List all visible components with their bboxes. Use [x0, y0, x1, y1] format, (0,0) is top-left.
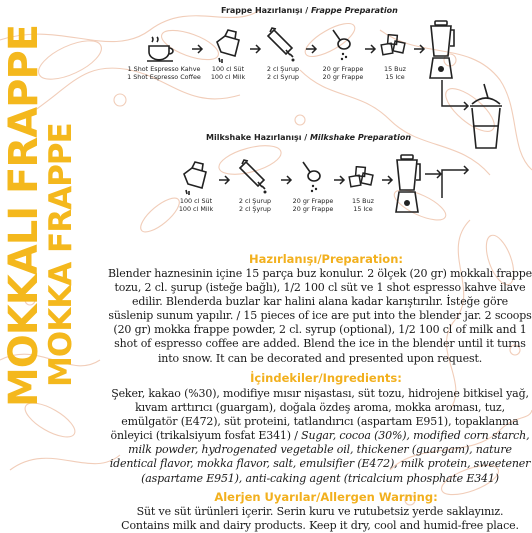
allergen-heading: Alerjen Uyarılar/Allergen Warning:	[214, 490, 438, 504]
milk-carton-icon	[213, 28, 243, 64]
blender-icon	[426, 20, 456, 82]
frappe-section-title: Frappe Hazırlanışı / Frappe Preparation	[221, 6, 398, 15]
scoop-icon	[300, 160, 326, 196]
frappe-step-1-caption: 1 Shot Espresso Kahve 1 Shot Espresso Coffee	[127, 65, 201, 81]
ingredients-text-en: Sugar, cocoa (30%), modified corn starch, milk powder, hydrogenated vegetable oil, thickener (guargam), nature identical flavor, mokka flavor, salt, emulsifier (E472), milk protein, sweetener (aspartame E951), anti-caking agent (tricalcium phosphate E341)	[109, 429, 531, 485]
milkshake-step-1-caption: 100 cl Süt 100 cl Milk	[178, 197, 214, 213]
ice-cubes-icon	[380, 34, 410, 62]
frappe-step-2-caption: 100 cl Süt 100 cl Milk	[210, 65, 246, 81]
syrup-bottle-icon	[236, 158, 270, 194]
ingredients-text	[108, 387, 532, 486]
side-product-title	[1, 24, 88, 407]
arrow-right-icon	[333, 175, 347, 185]
allergen-text-tr: Süt ve süt ürünleri içerir. Serin kuru ve rutubetsiz yerde saklayınız.	[136, 505, 504, 518]
blender-icon	[392, 154, 422, 216]
milkshake-section-title: Milkshake Hazırlanışı / Milkshake Preparation	[206, 133, 412, 142]
arrow-right-icon	[413, 44, 427, 54]
arrow-right-icon	[364, 44, 378, 54]
ice-cubes-icon	[348, 166, 378, 194]
frappe-step-3-caption: 2 cl Şurup 2 cl Syrup	[266, 65, 300, 81]
coffee-cup-icon	[146, 36, 180, 64]
frappe-step-4-caption: 20 gr Frappe 20 gr Frappe	[322, 65, 364, 81]
arrow-right-icon	[249, 44, 263, 54]
arrow-right-icon	[280, 175, 294, 185]
arrow-right-icon	[305, 44, 319, 54]
product-name-tr: MOKKALI FRAPPE	[1, 24, 47, 407]
allergen-text-en: Contains milk and dairy products. Keep it dry, cool and humid-free place.	[121, 519, 519, 532]
frappe-glass-icon	[466, 82, 506, 154]
preparation-text: Blender haznesinin içine 15 parça buz konulur. 2 ölçek (20 gr) mokkalı frappe tozu, 2 cl. şurup (isteğe bağlı), 1/2 100 cl süt ve 1 shot espresso kahve ilave edilir. Blenderda buzlar kar halini alana kadar karıştırılır. İsteğe göre süslenip sunum yapılır. / 15 pieces of ice are put into the blender jar. 2 scoops (20 gr) mokka frappe powder, 2 cl. syrup (optional), 1/2 100 cl of milk and 1 shot of espresso coffee are added. Blend the ice in the blender until it turns into snow. It can be decorated and presented upon request.	[108, 267, 532, 365]
preparation-heading: Hazırlanışı/Preparation:	[249, 252, 403, 266]
arrow-right-icon	[218, 175, 232, 185]
ingredients-text-tr: Şeker, kakao (%30), modifiye mısır nişastası, süt tozu, hidrojene bitkisel yağ, kıvam arttırıcı (guargam), doğala özdeş aroma, mokka aroması, tuz, emülgatör (E472), süt proteini, tatlandırıcı (aspartam E951), topaklanma önleyici (trikalsiyum fosfat E341) /	[110, 387, 529, 443]
frappe-step-5-caption: 15 Buz 15 Ice	[384, 65, 406, 81]
scoop-icon	[330, 28, 356, 64]
milkshake-step-3-caption: 20 gr Frappe 20 gr Frappe	[292, 197, 334, 213]
milk-carton-icon	[180, 160, 210, 196]
milkshake-step-4-caption: 15 Buz 15 Ice	[352, 197, 374, 213]
syrup-bottle-icon	[264, 26, 298, 62]
milkshake-step-2-caption: 2 cl Şurup 2 cl Şyrup	[238, 197, 272, 213]
arrow-right-icon	[191, 44, 205, 54]
product-name-en: MOKKA FRAPPE	[43, 123, 79, 387]
arrow-right-icon	[424, 168, 444, 180]
ingredients-heading: İçindekiler/Ingredients:	[250, 371, 402, 385]
